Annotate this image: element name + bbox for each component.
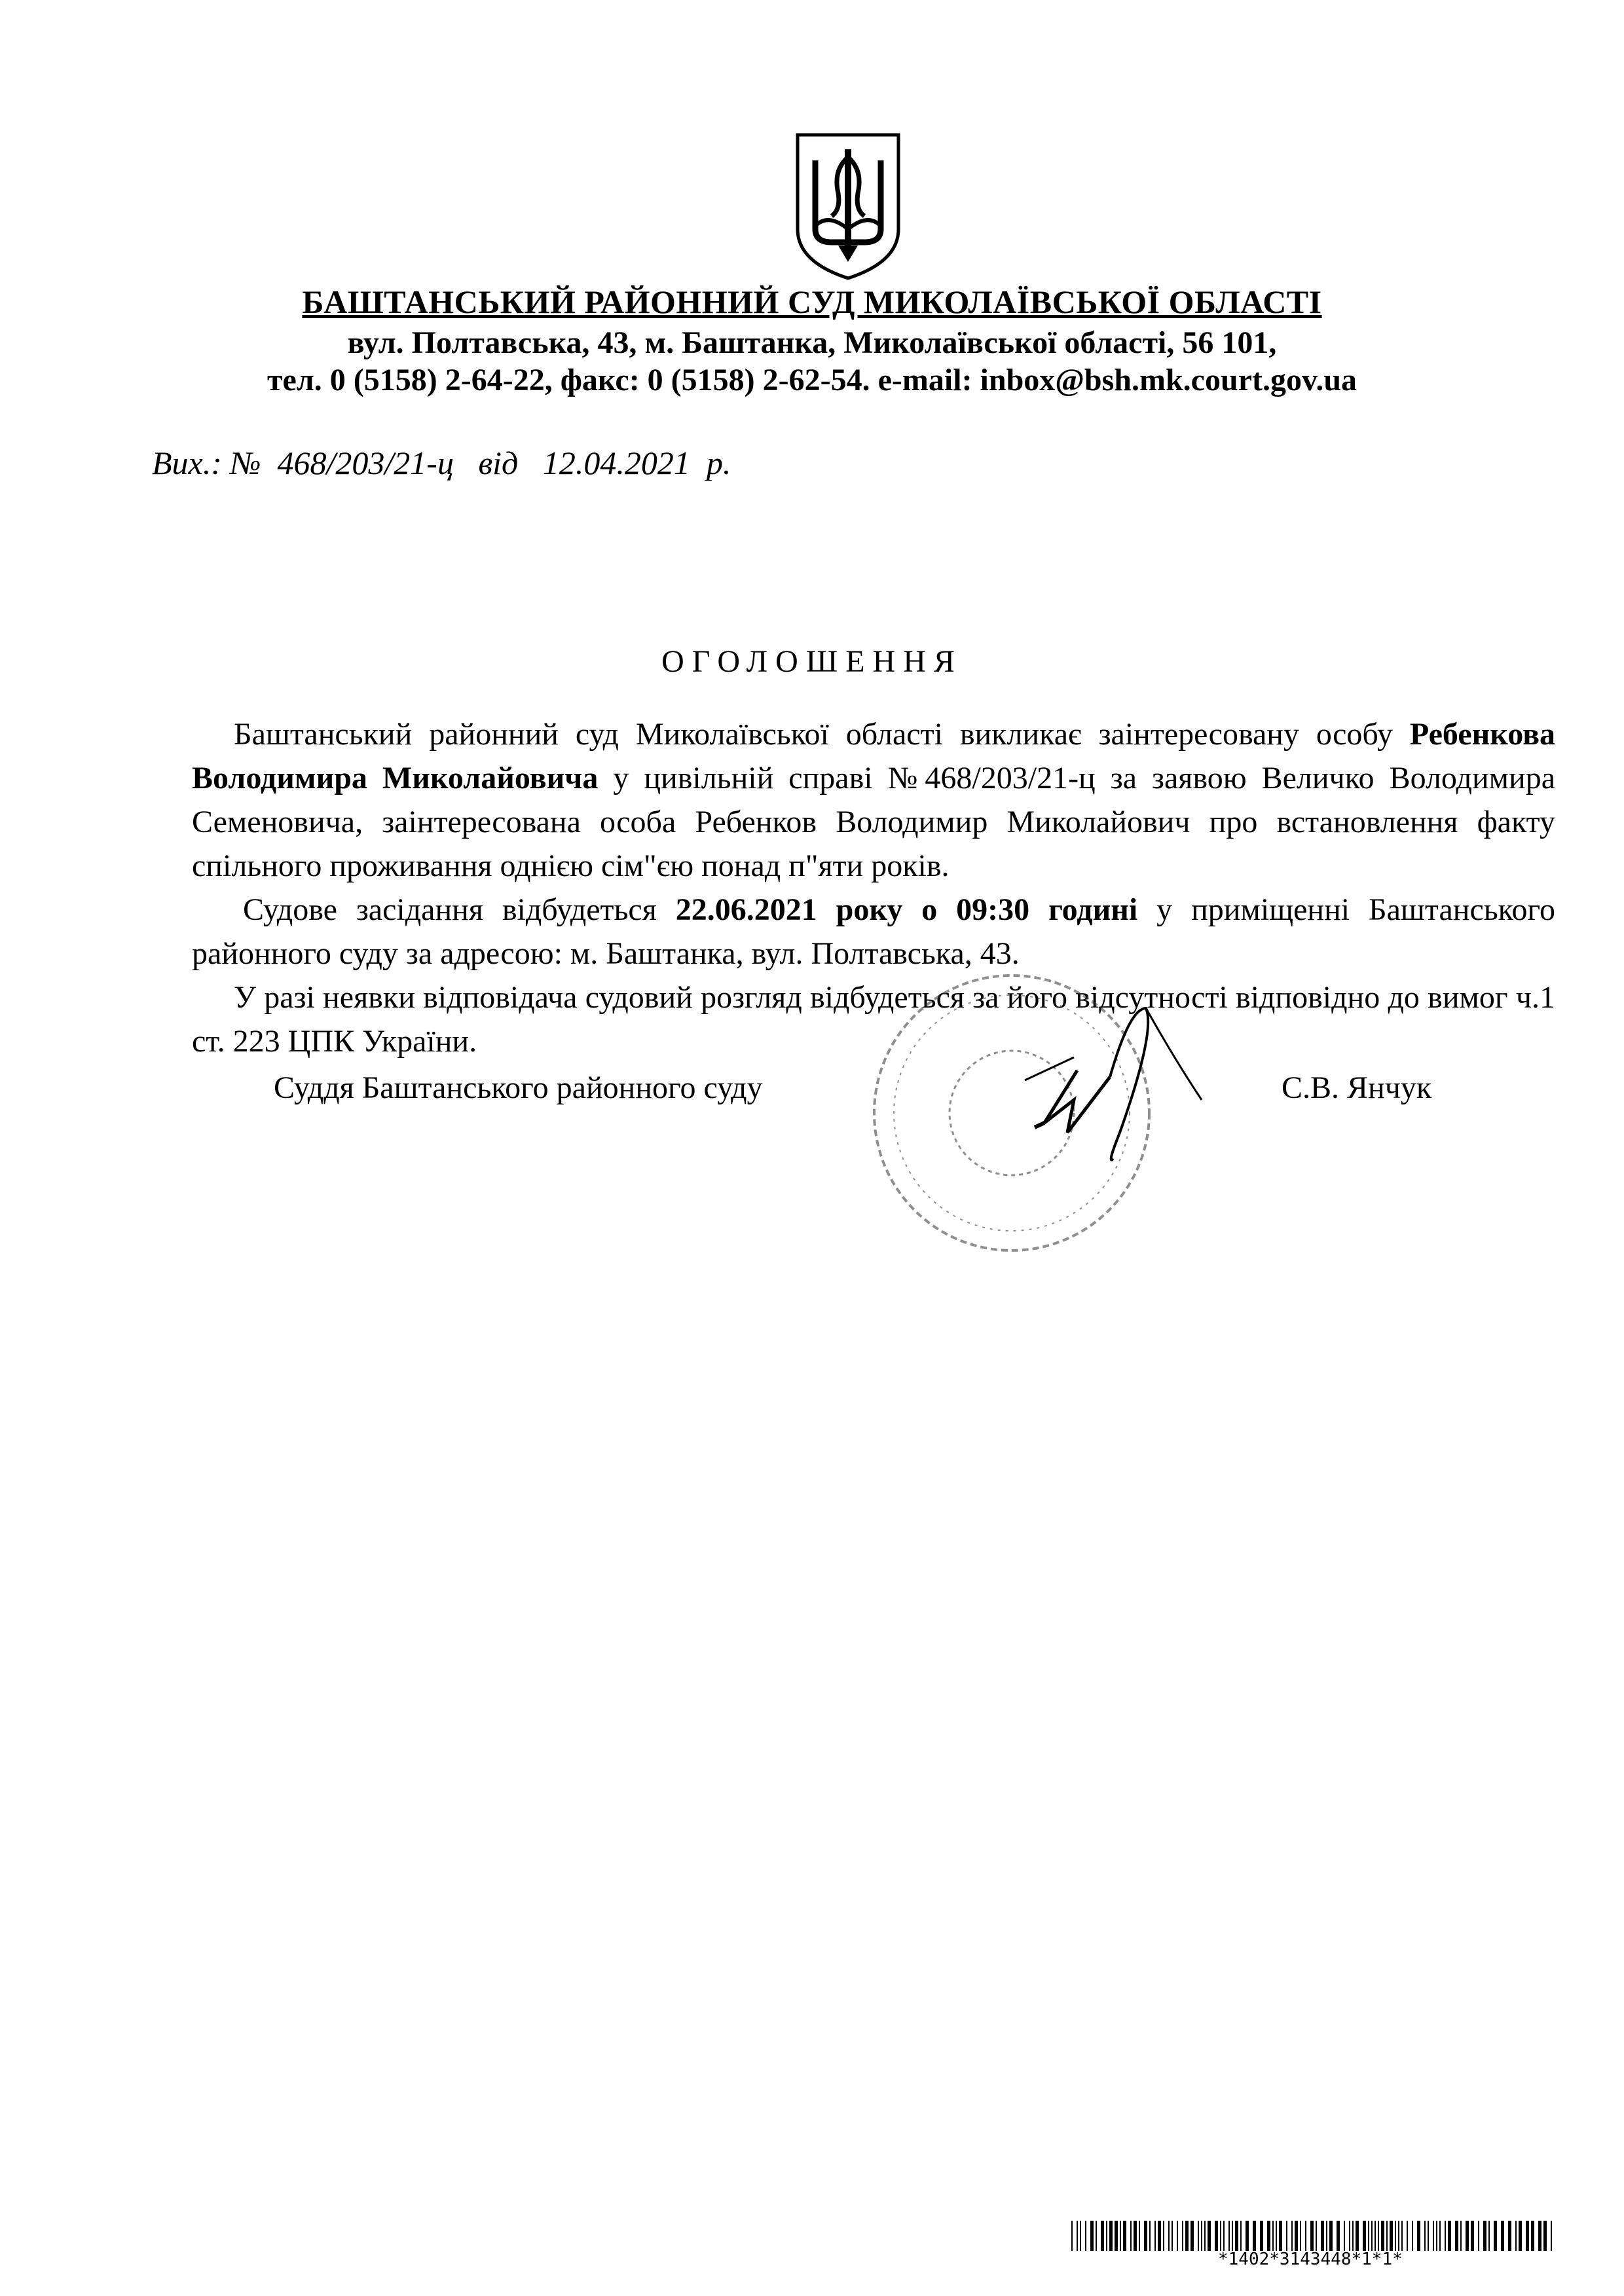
outgoing-number: Вих.: № 468/203/21-ц від 12.04.2021 р. <box>152 445 731 481</box>
hearing-intro: Судове засідання відбудеться <box>243 892 676 927</box>
summons-intro: Баштанський районний суд Миколаївської області викликає заінтересовану особу <box>234 717 1410 752</box>
signer-title: Суддя Баштанського районного суду <box>274 1070 763 1105</box>
trident-coat-of-arms-icon <box>792 131 904 282</box>
paragraph-absence: У разі неявки відповідача судовий розгляд відбудеться за його відсутності відповідно до вимог ч.1 ст. 223 ЦПК України. <box>192 980 1555 1059</box>
court-name: БАШТАНСЬКИЙ РАЙОННИЙ СУД МИКОЛАЇВСЬКОЇ ОБЛАСТІ <box>302 283 1322 320</box>
court-address: вул. Полтавська, 43, м. Баштанка, Миколаївської області, 56 101, <box>347 325 1277 360</box>
person-name: Ребенкова Володимира Миколайовича <box>192 717 1555 795</box>
hearing-datetime: 22.06.2021 року о 09:30 годині <box>675 892 1138 927</box>
signer-name: С.В. Янчук <box>1282 1070 1432 1105</box>
court-contacts: тел. 0 (5158) 2-64-22, факс: 0 (5158) 2-62-54. e-mail: inbox@bsh.mk.court.gov.ua <box>267 363 1357 397</box>
barcode-icon <box>1071 2221 1556 2251</box>
court-stamp-icon <box>848 917 1215 1257</box>
paragraph-summons <box>192 712 1555 888</box>
case-details: у цивільній справі №468/203/21-ц за заявою Величко Володимира Семеновича, заінтересована особа Ребенков Володимир Миколайович про встановлення факту спільного проживання однією сім"єю понад п"яти років. <box>192 761 1555 883</box>
hearing-location: у приміщенні Баштанського районного суду за адресою: м. Баштанка, вул. Полтавська, 43. <box>192 892 1556 971</box>
document-title: ОГОЛОШЕННЯ <box>661 644 963 679</box>
barcode-number: *1402*3143448*1*1* <box>1218 2250 1403 2269</box>
